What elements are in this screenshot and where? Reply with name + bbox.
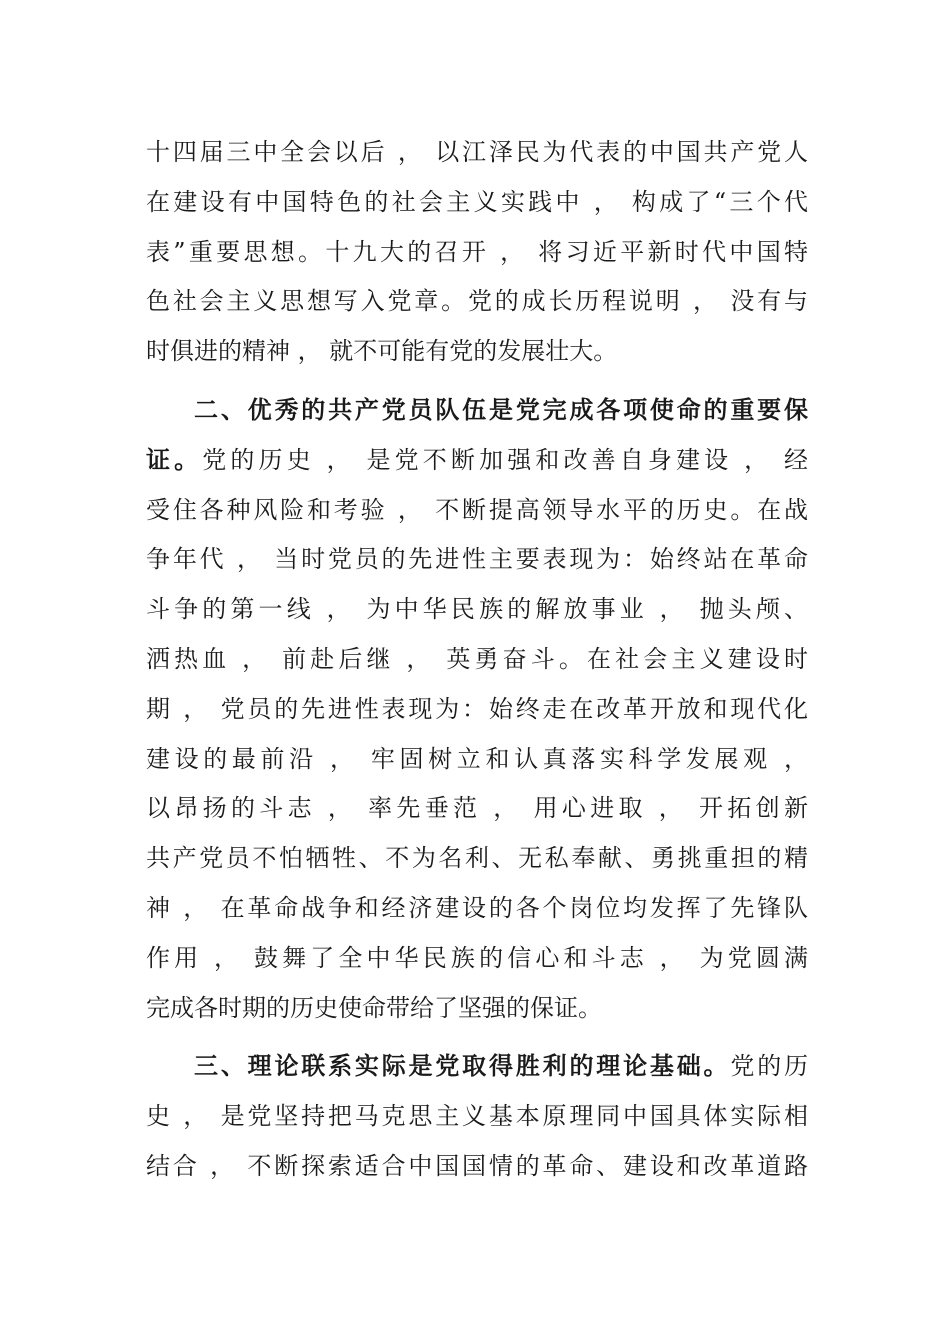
- paragraph-line: 争年代 ， 当时党员的先进性主要表现为：始终站在革命: [146, 545, 808, 574]
- paragraph-spacer: [146, 1033, 808, 1042]
- paragraph-line: 时俱进的精神 ， 就不可能有党的发展壮大。: [146, 337, 618, 366]
- paragraph-line: 神 ， 在革命战争和经济建设的各个岗位均发挥了先锋队: [146, 893, 808, 922]
- paragraph-line: 色社会主义思想写入党章。党的成长历程说明 ， 没有与: [146, 287, 808, 316]
- paragraph-line: 斗争的第一线 ， 为中华民族的解放事业 ， 抛头颅、: [146, 595, 808, 624]
- paragraph-line: 建设的最前沿 ， 牢固树立和认真落实科学发展观 ，: [146, 744, 808, 773]
- paragraph-line: 完成各时期的历史使命带给了坚强的保证。: [146, 993, 602, 1022]
- paragraph-line: 史 ， 是党坚持把马克思主义基本原理同中国具体实际相: [146, 1102, 808, 1131]
- paragraph-spacer: [146, 377, 808, 386]
- paragraph-line: 共产党员不怕牺牲、不为名利、无私奉献、勇挑重担的精: [146, 844, 808, 873]
- paragraph-line: 在建设有中国特色的社会主义实践中 ， 构成了“三个代: [146, 187, 808, 216]
- paragraph-text: 党的历史 ， 是党不断加强和改善自身建设 ， 经: [202, 445, 809, 474]
- paragraph-line: 作用 ， 鼓舞了全中华民族的信心和斗志 ， 为党圆满: [146, 943, 808, 972]
- paragraph-line: [146, 436, 808, 486]
- paragraph-line: 表”重要思想。十九大的召开 ， 将习近平新时代中国特: [146, 237, 808, 266]
- section-heading-2-end: 证。: [146, 445, 203, 474]
- paragraph-line: 期 ， 党员的先进性表现为：始终走在改革开放和现代化: [146, 694, 808, 723]
- paragraph-line: 以昂扬的斗志 ， 率先垂范 ， 用心进取 ， 开拓创新: [146, 794, 808, 823]
- paragraph-1: [146, 128, 808, 377]
- paragraph-text: 党的历: [730, 1052, 809, 1081]
- paragraph-line: 受住各种风险和考验 ， 不断提高领导水平的历史。在战: [146, 495, 808, 524]
- paragraph-line: 结合 ， 不断探索适合中国国情的革命、建设和改革道路: [146, 1151, 808, 1180]
- paragraph-line: [146, 1042, 808, 1092]
- section-heading-3: 三、理论联系实际是党取得胜利的理论基础。: [194, 1052, 731, 1081]
- paragraph-line: 十四届三中全会以后 ， 以江泽民为代表的中国共产党人: [146, 138, 808, 166]
- document-body: [146, 128, 808, 1192]
- section-heading-2: 二、优秀的共产党员队伍是党完成各项使命的重要保: [194, 395, 808, 424]
- paragraph-2: [146, 386, 808, 1033]
- paragraph-line: 洒热血 ， 前赴后继 ， 英勇奋斗。在社会主义建设时: [146, 644, 808, 673]
- paragraph-3: [146, 1042, 808, 1191]
